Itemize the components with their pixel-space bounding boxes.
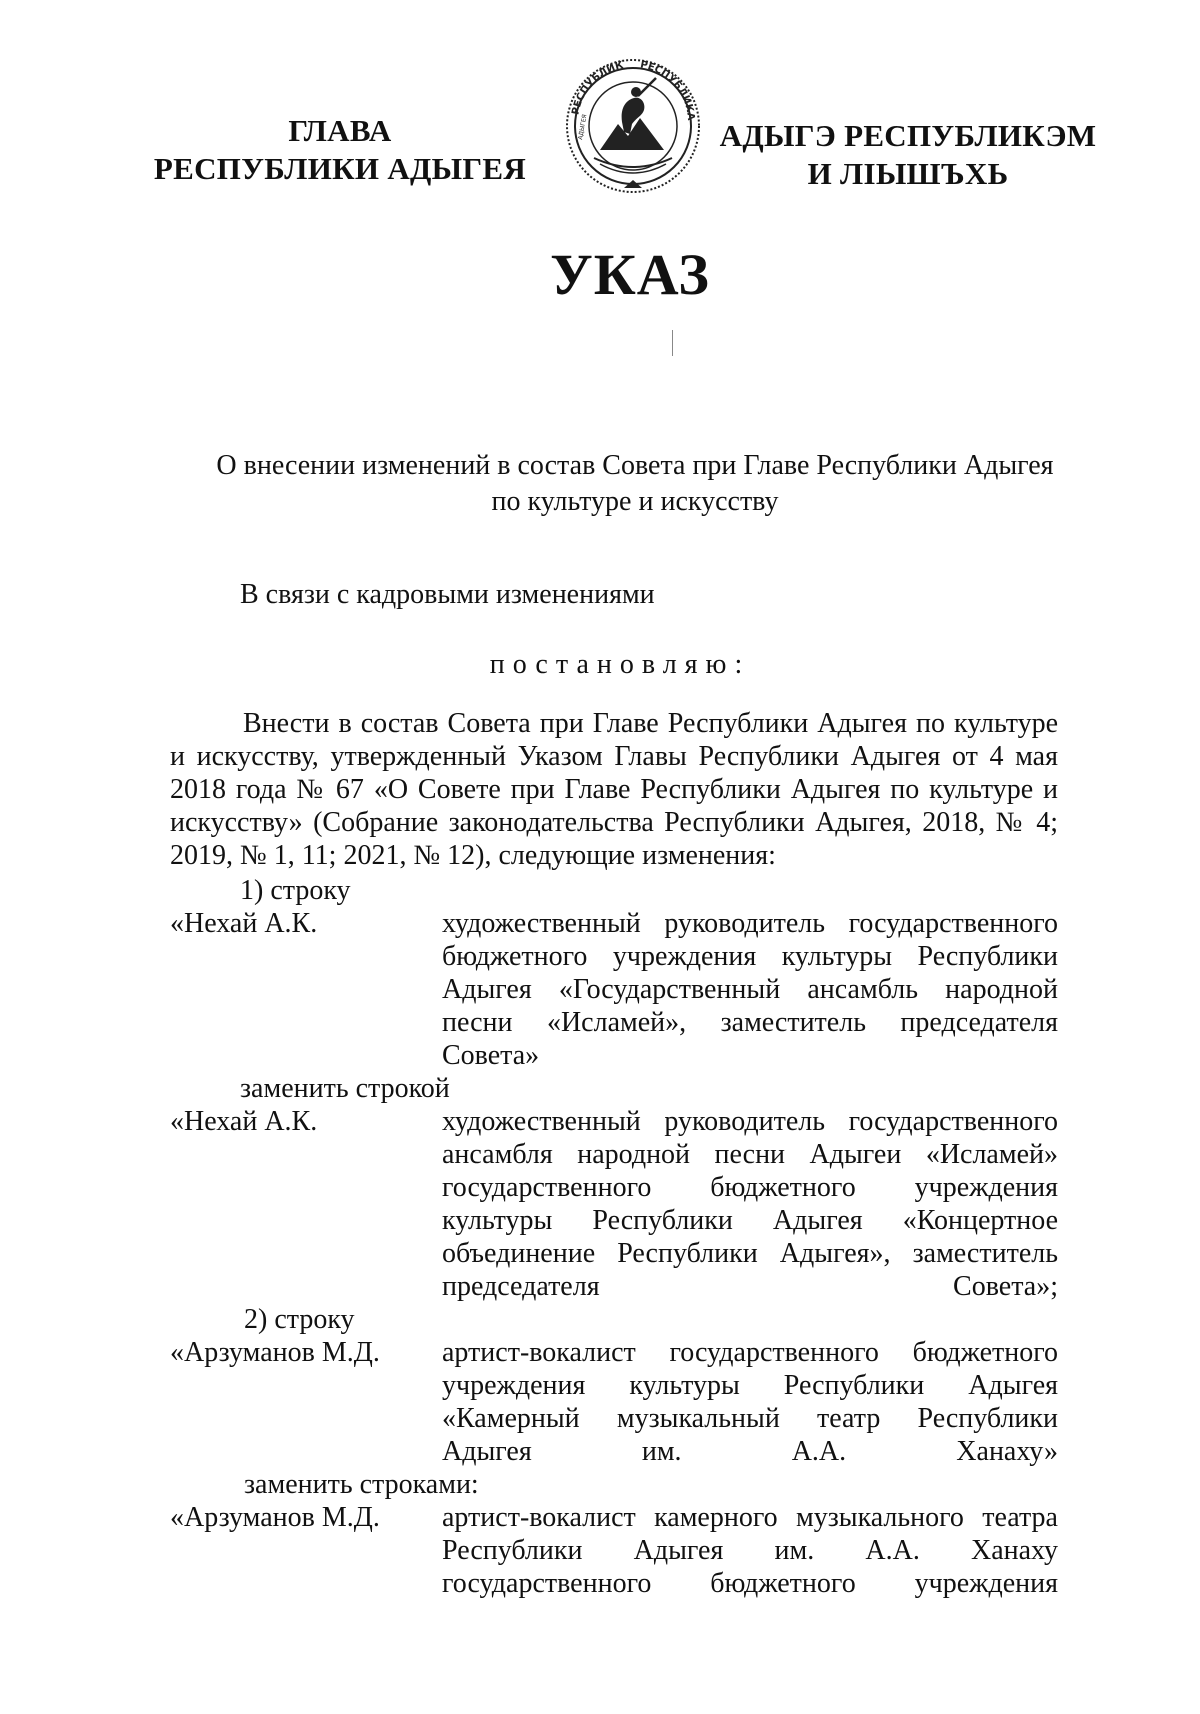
- item2-old-desc-line: «Камерный музыкальный театр Республики: [442, 1403, 1058, 1434]
- item1-old-desc-line: Адыгея «Государственный ансамбль народной: [442, 974, 1058, 1005]
- item1-old-desc: [442, 907, 1058, 1072]
- item1-label: 1) строку: [240, 875, 351, 906]
- scan-mark: [672, 330, 673, 356]
- header-right-line2: И ЛІЫШЪХЬ: [807, 156, 1009, 191]
- item2-new-desc-line: артист-вокалист камерного музыкального театра: [442, 1502, 1058, 1533]
- item1-new-desc-line: государственного бюджетного учреждения: [442, 1172, 1058, 1203]
- item1-new-desc-line: культуры Республики Адыгея «Концертное: [442, 1205, 1058, 1236]
- intro-paragraph: В связи с кадровыми изменениями: [240, 579, 655, 610]
- item1-new-desc-line: ансамбля народной песни Адыгеи «Исламей»: [442, 1139, 1058, 1170]
- item1-old-desc-line: бюджетного учреждения культуры Республики: [442, 941, 1058, 972]
- document-type: УКАЗ: [550, 242, 710, 307]
- document-title: [150, 448, 1120, 520]
- item1-old-desc-line: Совета»: [442, 1040, 540, 1071]
- item2-new-desc: [442, 1501, 1058, 1600]
- decree-word: постановляю:: [489, 649, 751, 680]
- header-left-line1: ГЛАВА: [288, 113, 392, 148]
- header-right-block: [718, 117, 1098, 193]
- item1-new-name: «Нехай А.К.: [170, 1106, 318, 1137]
- item1-new-desc-line: художественный руководитель государственного: [442, 1106, 1058, 1137]
- title-line1: О внесении изменений в состав Совета при Главе Республики Адыгея: [216, 450, 1054, 481]
- item1-new-desc-line: объединение Республики Адыгея», заместитель: [442, 1238, 1058, 1269]
- emblem-text-right: РЕСПУБЛИКА: [639, 59, 697, 121]
- item1-new-desc-line: председателя Совета»;: [442, 1271, 1058, 1302]
- emblem-text-left: РЕСПУБЛИК: [570, 59, 625, 116]
- item2-old-name: «Арзуманов М.Д.: [170, 1337, 380, 1368]
- coat-of-arms-emblem: [560, 52, 706, 202]
- item2-replace-label: заменить строками:: [244, 1469, 479, 1500]
- item1-old-desc-line: художественный руководитель государственного: [442, 908, 1058, 939]
- emblem-icon: [560, 52, 706, 202]
- item2-old-desc-line: Адыгея им. А.А. Ханаху»: [442, 1436, 1058, 1467]
- item2-new-desc-line: Республики Адыгея им. А.А. Ханаху: [442, 1535, 1058, 1566]
- item2-old-desc-line: учреждения культуры Республики Адыгея: [442, 1370, 1058, 1401]
- title-line2: по культуре и искусству: [491, 486, 779, 517]
- item2-new-name: «Арзуманов М.Д.: [170, 1502, 380, 1533]
- emblem-text-small: АДЫГЕЯ: [577, 113, 589, 141]
- item2-old-desc: [442, 1336, 1058, 1468]
- item2-label: 2) строку: [244, 1304, 355, 1335]
- header-left-line2: РЕСПУБЛИКИ АДЫГЕЯ: [153, 151, 527, 186]
- header-right-line1: АДЫГЭ РЕСПУБЛИКЭМ: [719, 118, 1097, 153]
- item1-replace-label: заменить строкой: [240, 1073, 450, 1104]
- header-left-block: [150, 112, 530, 188]
- item1-old-name: «Нехай А.К.: [170, 908, 318, 939]
- item2-old-desc-line: артист-вокалист государственного бюджетного: [442, 1337, 1058, 1368]
- item2-new-desc-line: государственного бюджетного учреждения: [442, 1568, 1058, 1599]
- item1-new-desc: [442, 1105, 1058, 1303]
- body-paragraph: Внести в состав Совета при Главе Республики Адыгея по культуре и искусству, утвержденный Указом Главы Республики Адыгея от 4 мая 2018 года № 67 «О Совете при Главе Республики Адыгея по культуре и искусству» (Собрание законодательства Республики Адыгея, 2018, № 4; 2019, № 1, 11; 2021, № 12), следующие изменения:: [170, 708, 1058, 871]
- item1-old-desc-line: песни «Исламей», заместитель председателя: [442, 1007, 1058, 1038]
